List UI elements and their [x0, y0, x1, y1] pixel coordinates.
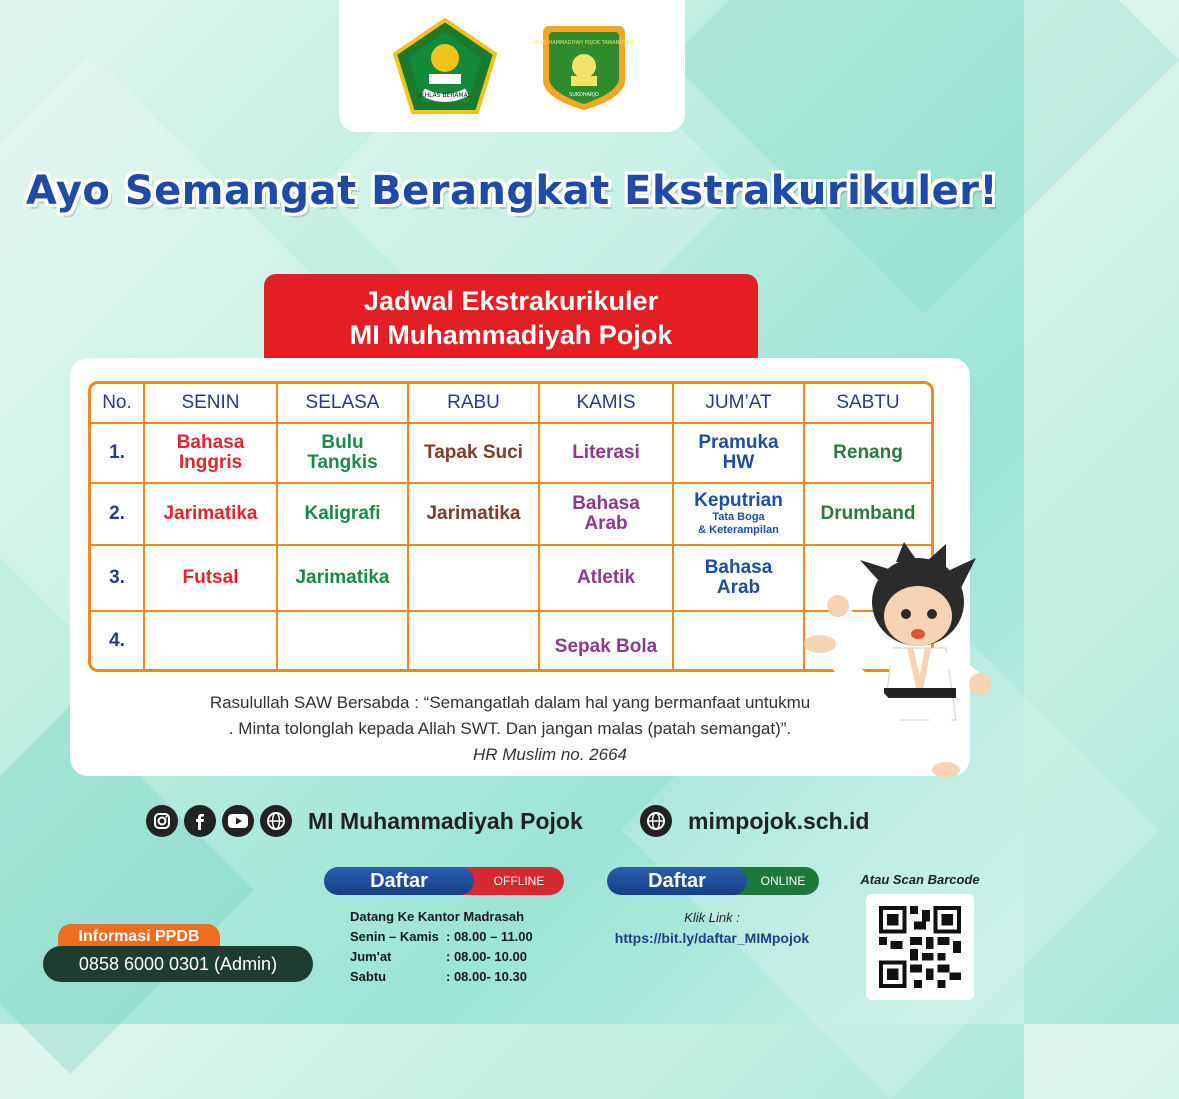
cell-senin: Futsal — [143, 546, 276, 610]
cell-selasa — [276, 612, 407, 669]
header-no: No. — [102, 392, 132, 413]
scan-label: Atau Scan Barcode — [860, 872, 980, 887]
quote-line-2: . Minta tolonglah kepada Allah SWT. Dan jangan malas (patah semangat)”. — [228, 719, 792, 738]
website-text: mimpojok.sch.id — [688, 807, 870, 834]
row-number: 4. — [109, 629, 125, 651]
cell-sabtu: Drumband — [803, 484, 931, 544]
social-links — [146, 803, 583, 839]
cell-senin — [143, 612, 276, 669]
youtube-icon[interactable] — [222, 805, 254, 837]
daftar-online-pill[interactable] — [607, 867, 819, 895]
row-number: 3. — [109, 567, 125, 588]
cell-kamis: Sepak Bola — [538, 612, 672, 669]
hadith-quote — [150, 690, 870, 768]
cell-kamis: Literasi — [538, 424, 672, 482]
cell-jumat: Bahasa Arab — [672, 546, 803, 610]
header-rabu: RABU — [407, 384, 538, 422]
offline-info — [350, 907, 533, 987]
daftar-online-label: Daftar — [607, 867, 747, 895]
header-selasa: SELASA — [276, 384, 407, 422]
table-row — [91, 422, 931, 482]
website-link[interactable] — [640, 803, 869, 839]
cell-sabtu: Renang — [803, 424, 931, 482]
table-row — [91, 482, 931, 544]
globe-icon — [640, 805, 672, 837]
svg-text:SUKOHARJO: SUKOHARJO — [569, 92, 599, 98]
ppdb-label: Informasi PPDB — [58, 924, 220, 950]
cell-rabu — [407, 612, 538, 669]
schedule-title-banner — [264, 274, 758, 358]
header-jumat: JUM’AT — [672, 384, 803, 422]
instagram-icon[interactable] — [146, 805, 178, 837]
offline-tag: OFFLINE — [458, 867, 564, 895]
offline-intro: Datang Ke Kantor Madrasah — [350, 909, 525, 924]
cell-selasa: Jarimatika — [276, 546, 407, 610]
offline-hours-row: Sabtu : 08.00- 10.30 — [350, 969, 527, 984]
cell-jumat: Keputrian Tata Boga & Keterampilan — [672, 484, 803, 544]
daftar-offline-label: Daftar — [324, 867, 474, 895]
cell-rabu — [407, 546, 538, 610]
kemenag-logo — [393, 18, 497, 114]
header-sabtu: SABTU — [803, 384, 931, 422]
karate-kid-illustration — [800, 540, 1010, 780]
ppdb-phone[interactable]: 0858 6000 0301 (Admin) — [43, 946, 313, 982]
title-line-1: Jadwal Ekstrakurikuler — [363, 286, 659, 316]
svg-text:IKHLAS BERAMAL: IKHLAS BERAMAL — [418, 92, 472, 99]
mim-logo — [533, 20, 635, 112]
cell-jumat: Pramuka HW — [672, 424, 803, 482]
cell-kamis: Atletik — [538, 546, 672, 610]
row-number: 1. — [109, 442, 125, 463]
header-kamis: KAMIS — [538, 384, 672, 422]
row-number: 2. — [109, 503, 125, 524]
logo-box — [339, 0, 685, 132]
cell-kamis: Bahasa Arab — [538, 484, 672, 544]
headline: Ayo Semangat Berangkat Ekstrakurikuler! — [25, 168, 999, 214]
qr-code[interactable] — [866, 894, 974, 1000]
cell-rabu: Jarimatika — [407, 484, 538, 544]
offline-hours-row: Jum'at : 08.00- 10.00 — [350, 949, 527, 964]
registration-link[interactable]: https://bit.ly/daftar_MIMpojok — [614, 930, 810, 946]
svg-text:MI MUHAMMADIYAH POJOK TAWANGSA: MI MUHAMMADIYAH POJOK TAWANGSARI — [533, 40, 635, 46]
daftar-offline-pill[interactable] — [324, 867, 564, 895]
cell-selasa: Kaligrafi — [276, 484, 407, 544]
cell-senin: Jarimatika — [143, 484, 276, 544]
cell-senin: Bahasa Inggris — [143, 424, 276, 482]
online-info — [584, 908, 840, 948]
cell-jumat — [672, 612, 803, 669]
facebook-icon[interactable] — [184, 805, 216, 837]
cell-rabu: Tapak Suci — [407, 424, 538, 482]
quote-source: HR Muslim no. 2664 — [472, 745, 627, 764]
title-line-2: MI Muhammadiyah Pojok — [349, 320, 673, 350]
table-header-row — [91, 384, 931, 422]
cell-selasa: Bulu Tangkis — [276, 424, 407, 482]
link-label: Klik Link : — [684, 910, 740, 925]
online-tag: ONLINE — [731, 867, 819, 895]
school-name-link[interactable]: MI Muhammadiyah Pojok — [308, 807, 583, 834]
globe-icon[interactable] — [260, 805, 292, 837]
header-senin: SENIN — [143, 384, 276, 422]
quote-line-1: Rasulullah SAW Bersabda : “Semangatlah dalam hal yang bermanfaat untukmu — [209, 693, 811, 712]
offline-hours-row: Senin – Kamis : 08.00 – 11.00 — [350, 929, 533, 944]
